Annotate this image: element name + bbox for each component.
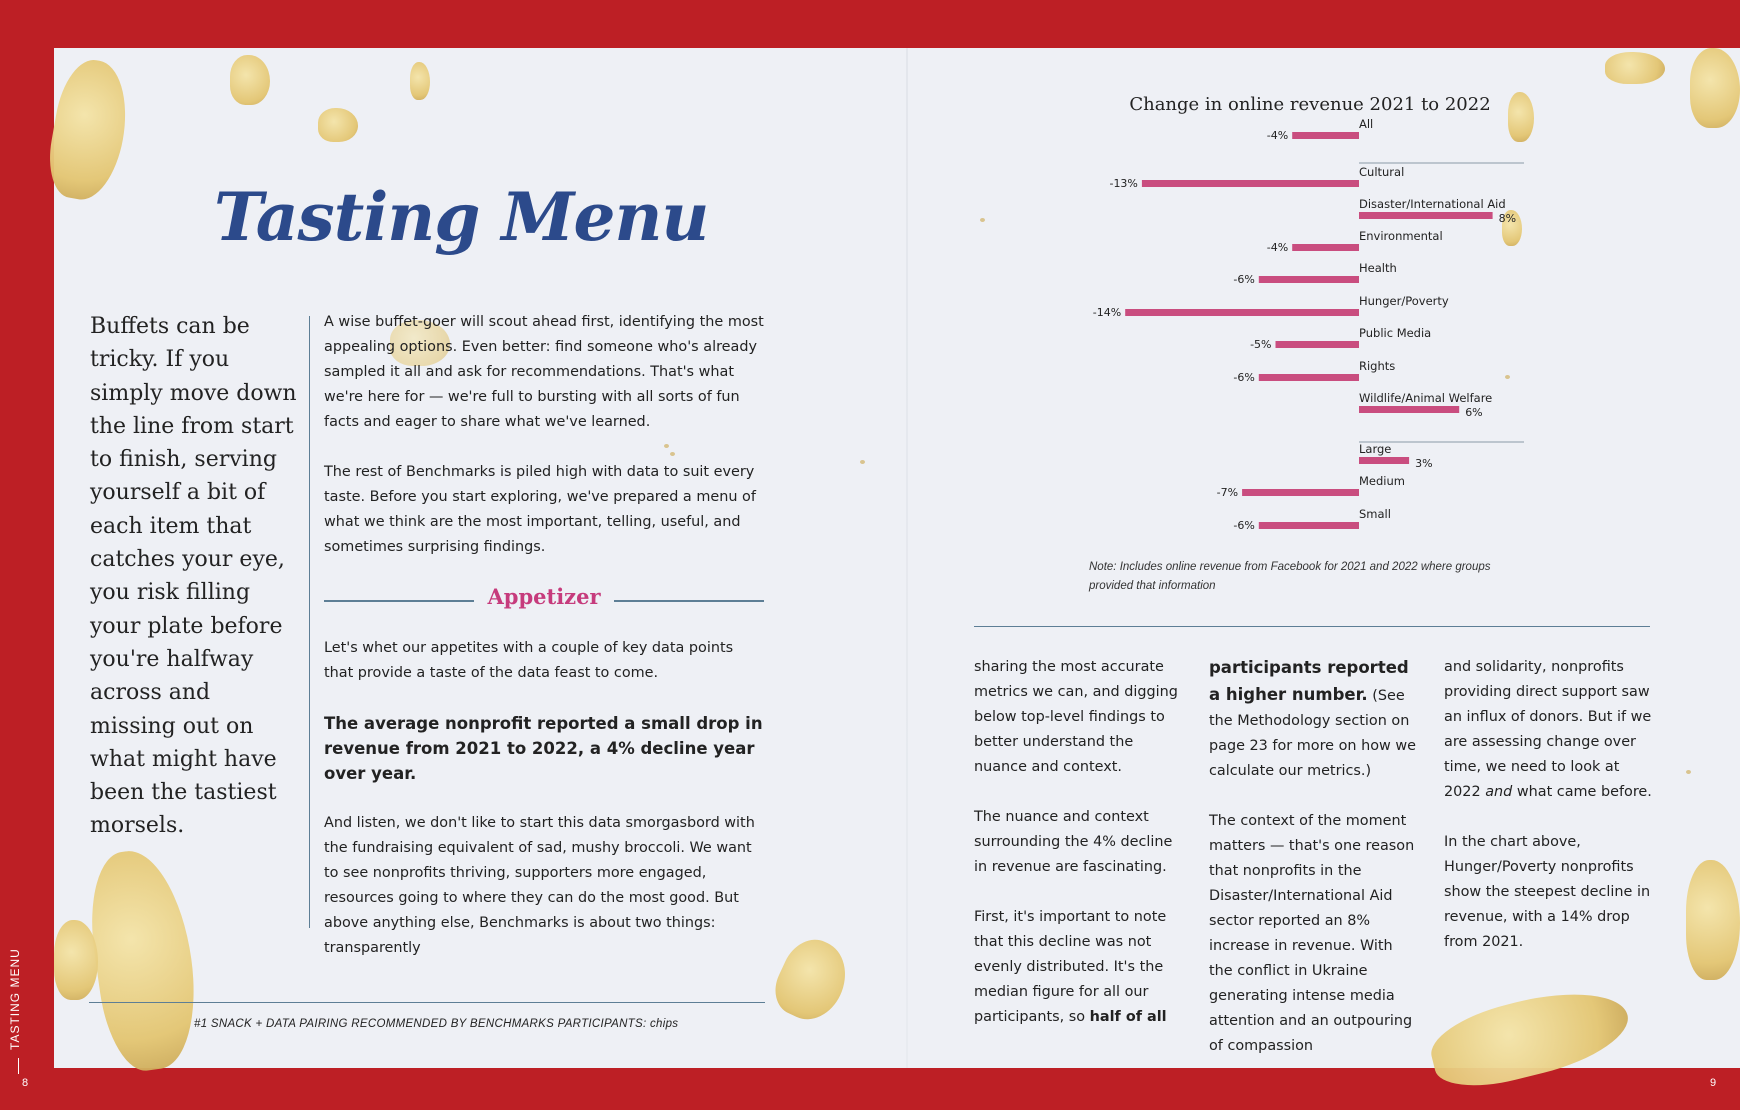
- bar-hunger-poverty: [1125, 309, 1359, 316]
- col1-p3: [974, 905, 1184, 1030]
- bar-disaster-international-aid: [1359, 212, 1493, 219]
- right-column-2: [1209, 655, 1419, 1084]
- bar-small: [1259, 522, 1359, 529]
- broccoli-paragraph: And listen, we don't like to start this data smorgasbord with the fundraising equivalent of sad, mushy broccoli. We want to see nonprofits thriving, supporters more engaged, resources going to where they can do the most good. But above anything else, Benchmarks is about two things: transparently: [324, 815, 755, 956]
- col1-p1: sharing the most accurate metrics we can, and digging below top-level findings to better understand the nuance and context.: [974, 659, 1178, 775]
- category-label-wildlife-animal-welfare: Wildlife/Animal Welfare: [1359, 391, 1493, 405]
- value-label-medium: -7%: [1216, 486, 1239, 499]
- category-label-medium: Medium: [1359, 474, 1405, 488]
- value-label-hunger-poverty: -14%: [1092, 306, 1122, 319]
- value-label-environmental: -4%: [1266, 241, 1289, 254]
- chart-note-text: Includes online revenue from Facebook for 2021 and 2022 where groups provided that information: [1089, 561, 1491, 592]
- category-label-small: Small: [1359, 507, 1391, 521]
- bar-cultural: [1142, 180, 1359, 187]
- value-label-large: 3%: [1415, 457, 1433, 470]
- right-column-1: [974, 655, 1184, 1055]
- category-label-large: Large: [1359, 442, 1392, 456]
- category-label-health: Health: [1359, 261, 1397, 275]
- chart-note: [1089, 558, 1529, 596]
- value-label-health: -6%: [1233, 273, 1255, 286]
- col1-p3-bold: half of all: [1089, 1009, 1167, 1025]
- col3-p1-end: what came before.: [1516, 784, 1652, 800]
- bar-environmental: [1292, 244, 1359, 251]
- col2-p1: [1209, 655, 1419, 784]
- bar-wildlife-animal-welfare: [1359, 406, 1459, 413]
- menu-paragraph: The rest of Benchmarks is piled high with data to suit every taste. Before you start exploring, we've prepared a menu of what we think are the most important, telling, useful, and sometimes surprising findings.: [324, 464, 756, 555]
- category-label-disaster-international-aid: Disaster/International Aid: [1359, 197, 1506, 211]
- col2-p2: The context of the moment matters — that's one reason that nonprofits in the Disaster/International Aid sector reported an 8% increase in revenue. With the conflict in Ukraine generating intense media attention and an outpouring of compassion: [1209, 813, 1415, 1054]
- category-label-all: All: [1359, 117, 1374, 131]
- lede-paragraph: Buffets can be tricky. If you simply move down the line from start to finish, serving yourself a bit of each item that catches your eye, you risk filling your plate before you're halfway across and missing out on what might have been the tastiest morsels.: [90, 314, 297, 839]
- side-section-label: TASTING MENU: [8, 948, 22, 1050]
- bar-medium: [1242, 489, 1359, 496]
- value-label-rights: -6%: [1233, 371, 1255, 384]
- page-number-left: 8: [22, 1077, 29, 1089]
- category-label-environmental: Environmental: [1359, 229, 1443, 243]
- col3-p2: In the chart above, Hunger/Poverty nonprofits show the steepest decline in revenue, with a 14% drop from 2021.: [1444, 834, 1651, 950]
- chart-divider: [974, 626, 1650, 627]
- bar-rights: [1259, 374, 1359, 381]
- footnote-prefix: #1 SNACK + DATA PAIRING RECOMMENDED BY BENCHMARKS PARTICIPANTS:: [194, 1018, 647, 1030]
- col3-p1: [1444, 655, 1654, 805]
- right-column-3: [1444, 655, 1654, 980]
- footnote-answer: chips: [649, 1018, 679, 1030]
- page-number-right: 9: [1710, 1077, 1717, 1089]
- category-label-rights: Rights: [1359, 359, 1396, 373]
- category-label-hunger-poverty: Hunger/Poverty: [1359, 294, 1449, 308]
- col3-p1-em: and: [1485, 784, 1513, 800]
- key-finding: The average nonprofit reported a small drop in revenue from 2021 to 2022, a 4% decline year over year.: [324, 714, 763, 783]
- chart-title: Change in online revenue 2021 to 2022: [1129, 94, 1491, 115]
- col2-p1-text: (See the Methodology section on page 23 for more on how we calculate our metrics.): [1209, 688, 1417, 779]
- value-label-wildlife-animal-welfare: 6%: [1465, 406, 1483, 419]
- col1-p2: The nuance and context surrounding the 4% decline in revenue are fascinating.: [974, 809, 1173, 875]
- value-label-disaster-international-aid: 8%: [1498, 212, 1517, 225]
- value-label-cultural: -13%: [1109, 177, 1138, 190]
- bar-health: [1259, 276, 1359, 283]
- bar-all: [1292, 132, 1359, 139]
- category-label-public-media: Public Media: [1359, 326, 1432, 340]
- intro-paragraph: A wise buffet-goer will scout ahead first, identifying the most appealing options. Even better: find someone who's already sampled it all and ask for recommendations. That's what we're here for — we're full to bursting with all sorts of fun facts and eager to share what we've learned.: [324, 314, 764, 430]
- appetizer-paragraph: Let's whet our appetites with a couple of key data points that provide a taste of the data feast to come.: [324, 640, 734, 681]
- bar-large: [1359, 457, 1409, 464]
- value-label-all: -4%: [1266, 129, 1289, 142]
- section-heading-label: Appetizer: [487, 584, 601, 609]
- chart-note-label: Note:: [1089, 561, 1117, 573]
- value-label-small: -6%: [1233, 519, 1255, 532]
- col3-p1-text: and solidarity, nonprofits providing direct support saw an influx of donors. But if we are assessing change over time, we need to look at 2022: [1444, 659, 1652, 800]
- bar-public-media: [1276, 341, 1360, 348]
- col2-p1-bold: participants reported a higher number.: [1209, 658, 1409, 704]
- category-label-cultural: Cultural: [1359, 165, 1405, 179]
- value-label-public-media: -5%: [1250, 338, 1272, 351]
- page-title: Tasting Menu: [214, 178, 709, 256]
- col1-p3-text: First, it's important to note that this decline was not evenly distributed. It's the median figure for all our participants, so: [974, 909, 1167, 1025]
